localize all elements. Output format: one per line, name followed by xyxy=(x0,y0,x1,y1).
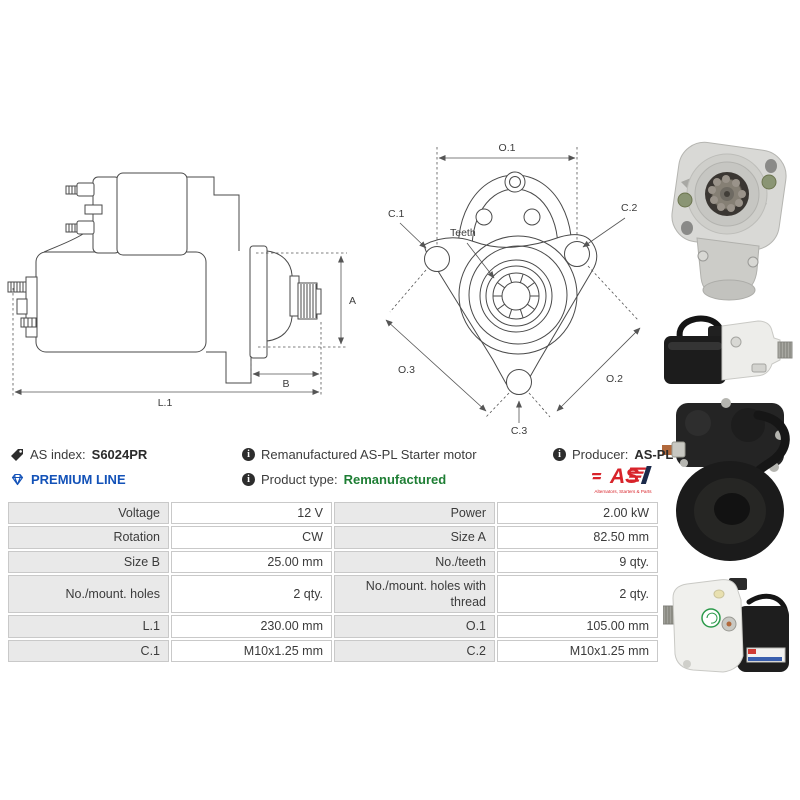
spec-label: No./mount. holes with thread xyxy=(334,575,495,614)
rear-notch xyxy=(17,299,27,314)
spec-label: Voltage xyxy=(8,502,169,524)
intermediate-ring xyxy=(250,246,267,358)
dome-right-hole xyxy=(524,209,540,225)
dim-label-l1: L.1 xyxy=(157,397,173,409)
starter-angle-view-photo xyxy=(663,570,793,685)
dim-label-o2: O.2 xyxy=(606,373,623,385)
producer-label: Producer: xyxy=(572,447,629,462)
premium-line-badge xyxy=(10,472,126,487)
terminal-bolt-bottom xyxy=(77,221,94,234)
starter-rear-view-photo xyxy=(662,393,798,565)
solenoid-body xyxy=(117,173,187,255)
table-row xyxy=(8,640,658,662)
spec-value: 105.00 mm xyxy=(497,615,658,637)
spec-label: L.1 xyxy=(8,615,169,637)
diamond-icon xyxy=(10,473,25,486)
spec-value: 25.00 mm xyxy=(171,551,332,573)
dim-leader-c1 xyxy=(400,223,426,248)
info-icon xyxy=(242,473,255,486)
as-index-label: AS index: xyxy=(30,447,86,462)
spec-value: 9 qty. xyxy=(497,551,658,573)
spec-value: 12 V xyxy=(171,502,332,524)
table-row xyxy=(8,575,658,614)
as-pl-logo xyxy=(592,462,656,498)
dim-label-b: B xyxy=(282,378,290,390)
dim-label-c1: C.1 xyxy=(388,208,405,220)
as-index-value: S6024PR xyxy=(91,447,148,462)
spec-label: Size A xyxy=(334,526,495,548)
product-type-field xyxy=(242,472,446,487)
product-description-field xyxy=(242,447,477,462)
bracket-outline xyxy=(187,177,239,251)
dim-label-a: A xyxy=(349,295,357,307)
dim-label-o1: O.1 xyxy=(498,142,516,154)
premium-line-label: PREMIUM LINE xyxy=(31,472,126,487)
as-index-field xyxy=(10,447,147,462)
shaft-end xyxy=(316,289,321,314)
drive-housing xyxy=(267,251,292,341)
front-view-technical-drawing xyxy=(380,120,660,440)
spec-value: 230.00 mm xyxy=(171,615,332,637)
spec-label: Size B xyxy=(8,551,169,573)
spec-value: M10x1.25 mm xyxy=(171,640,332,662)
spec-value: 82.50 mm xyxy=(497,526,658,548)
spec-value: 2 qty. xyxy=(171,575,332,614)
table-row xyxy=(8,526,658,548)
product-description: Remanufactured AS-PL Starter motor xyxy=(261,447,477,462)
wire-line xyxy=(44,234,83,252)
solenoid-cap xyxy=(93,177,120,253)
spec-label: Power xyxy=(334,502,495,524)
table-row xyxy=(8,502,658,524)
spec-value: 2.00 kW xyxy=(497,502,658,524)
producer-field xyxy=(553,447,673,462)
producer-value: AS-PL xyxy=(634,447,674,462)
mount-hole-c1 xyxy=(425,247,450,272)
dome-left-hole xyxy=(476,209,492,225)
side-view-technical-drawing xyxy=(0,120,370,410)
mount-hole-c3 xyxy=(507,370,532,395)
spec-value: CW xyxy=(171,526,332,548)
starter-front-view-photo xyxy=(663,138,793,308)
rear-boss xyxy=(26,277,37,337)
spec-label: C.1 xyxy=(8,640,169,662)
dim-label-teeth: Teeth xyxy=(450,227,476,239)
table-row xyxy=(8,551,658,573)
mounting-foot xyxy=(206,352,251,383)
spec-value: 2 qty. xyxy=(497,575,658,614)
spec-table xyxy=(8,502,658,662)
logo-caption: Alternators, Starters & Parts xyxy=(594,489,652,494)
spec-value: M10x1.25 mm xyxy=(497,640,658,662)
spec-label: No./teeth xyxy=(334,551,495,573)
info-icon xyxy=(242,448,255,461)
product-type-value: Remanufactured xyxy=(343,472,447,487)
dim-line-o2 xyxy=(557,328,640,411)
dim-label-c2: C.2 xyxy=(621,202,638,214)
motor-body-outline xyxy=(36,252,206,352)
spec-label: No./mount. holes xyxy=(8,575,169,614)
table-row xyxy=(8,615,658,637)
tag-icon xyxy=(10,448,24,462)
terminal-bolt-top xyxy=(77,183,94,196)
logo-text: AS xyxy=(610,465,640,488)
terminal-tab xyxy=(85,205,102,214)
info-icon xyxy=(553,448,566,461)
dim-leader-c2 xyxy=(583,218,625,247)
starter-side-view-photo xyxy=(662,308,794,390)
spec-label: Rotation xyxy=(8,526,169,548)
dim-label-c3: C.3 xyxy=(510,425,528,437)
spec-label: C.2 xyxy=(334,640,495,662)
dome-top-hole xyxy=(505,172,525,192)
spec-label: O.1 xyxy=(334,615,495,637)
product-type-label: Product type: xyxy=(261,472,338,487)
dim-label-o3: O.3 xyxy=(398,364,415,376)
